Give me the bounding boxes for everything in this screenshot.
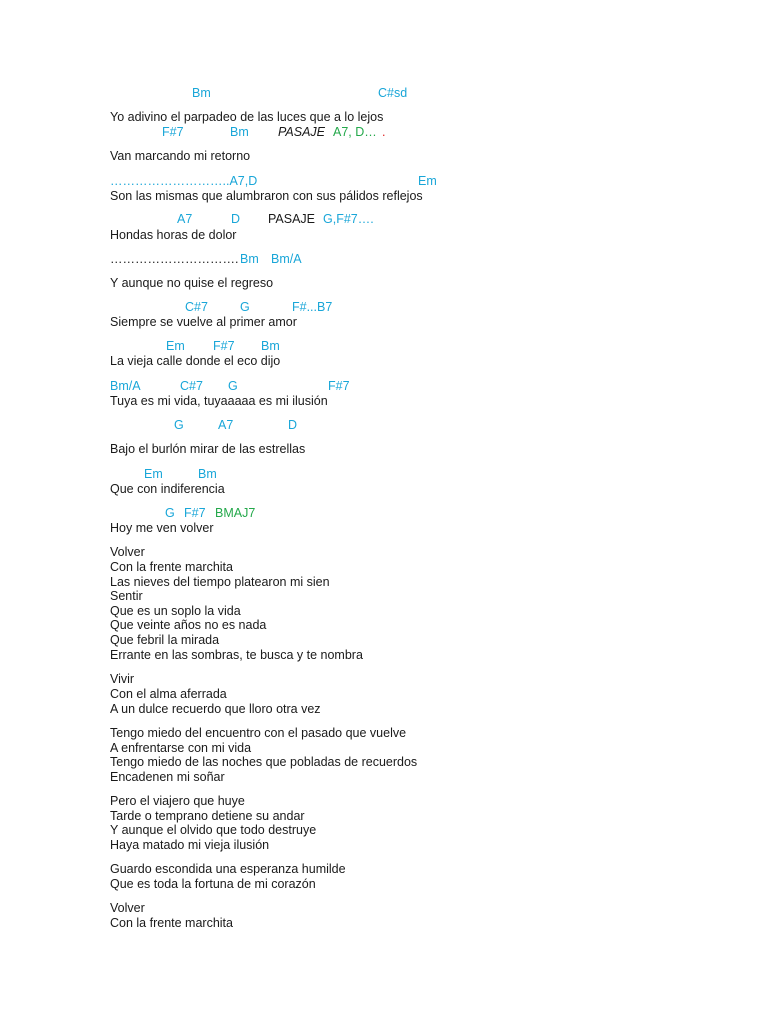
lyric-line: A un dulce recuerdo que lloro otra vez (110, 702, 321, 716)
lyric-line: Con la frente marchita (110, 916, 233, 930)
chord: F#...B7 (292, 300, 333, 314)
lyric-line: Encadenen mi soñar (110, 770, 225, 784)
lyric-line: Son las mismas que alumbraron con sus pálidos reflejos (110, 189, 423, 203)
dots: …………………………. (110, 252, 239, 266)
chord: Bm (198, 467, 217, 481)
lyric-line: Que con indiferencia (110, 482, 225, 496)
chord: A7 (218, 418, 234, 432)
chord: Bm (230, 125, 249, 139)
chord: G (228, 379, 238, 393)
chord: C#sd (378, 86, 408, 100)
pasaje-label: PASAJE (268, 212, 316, 226)
lyric-line: Las nieves del tiempo platearon mi sien (110, 575, 330, 589)
chord: Em (418, 174, 437, 188)
pasaje-chords: A7, D… (333, 125, 377, 139)
lyric-line: Haya matado mi vieja ilusión (110, 838, 270, 852)
lyric-line: Que veinte años no es nada (110, 618, 267, 632)
lyric-line: Errante en las sombras, te busca y te nombra (110, 648, 363, 662)
lyric-line: Van marcando mi retorno (110, 149, 251, 163)
lyric-line: Hondas horas de dolor (110, 228, 237, 242)
lyric-line: Hoy me ven volver (110, 521, 214, 535)
chord: F#7 (213, 339, 235, 353)
pasaje-label: PASAJE (278, 125, 326, 139)
lyric-line: Yo adivino el parpadeo de las luces que a lo lejos (110, 110, 384, 124)
lyric-line: Y aunque no quise el regreso (110, 276, 274, 290)
lyric-line: La vieja calle donde el eco dijo (110, 354, 281, 368)
chord: Bm (192, 86, 211, 100)
lyric-line: Que es un soplo la vida (110, 604, 241, 618)
chord: D (288, 418, 298, 432)
lyric-line: Tengo miedo de las noches que pobladas de recuerdos (110, 755, 418, 769)
chord: Em (166, 339, 185, 353)
chord: F#7 (162, 125, 184, 139)
lyric-line: Siempre se vuelve al primer amor (110, 315, 297, 329)
lyric-line: Volver (110, 901, 145, 915)
chord: D (231, 212, 241, 226)
chord: F#7 (184, 506, 206, 520)
lyric-line: Vivir (110, 672, 135, 686)
chord: ………………………..A7,D (110, 174, 258, 188)
chord: C#7 (185, 300, 208, 314)
pasaje-chords: G,F#7…. (323, 212, 374, 226)
lyric-line: Sentir (110, 589, 143, 603)
lyric-line: Volver (110, 545, 145, 559)
lyric-line: Tarde o temprano detiene su andar (110, 809, 305, 823)
lyric-line: Bajo el burlón mirar de las estrellas (110, 442, 306, 456)
chord: F#7 (328, 379, 350, 393)
lyric-line: Guardo escondida una esperanza humilde (110, 862, 346, 876)
chord: Bm (261, 339, 280, 353)
lyric-line: Tuya es mi vida, tuyaaaaa es mi ilusión (110, 394, 328, 408)
chord: A7 (177, 212, 193, 226)
chord: G (165, 506, 175, 520)
lyric-line: Tengo miedo del encuentro con el pasado que vuelve (110, 726, 407, 740)
lyric-line: Y aunque el olvido que todo destruye (110, 823, 317, 837)
chord: Bm/A (110, 379, 141, 393)
red-dot: . (382, 125, 386, 139)
chord: Bm (240, 252, 259, 266)
lyric-line: Con la frente marchita (110, 560, 233, 574)
chord: G (240, 300, 250, 314)
chord: G (174, 418, 184, 432)
lyric-line: Que febril la mirada (110, 633, 220, 647)
chord: C#7 (180, 379, 203, 393)
lyric-line: Pero el viajero que huye (110, 794, 245, 808)
lyric-line: Con el alma aferrada (110, 687, 227, 701)
chord: Em (144, 467, 163, 481)
chord: Bm/A (271, 252, 302, 266)
lyric-line: A enfrentarse con mi vida (110, 741, 252, 755)
lyric-line: Que es toda la fortuna de mi corazón (110, 877, 316, 891)
chord: BMAJ7 (215, 506, 256, 520)
